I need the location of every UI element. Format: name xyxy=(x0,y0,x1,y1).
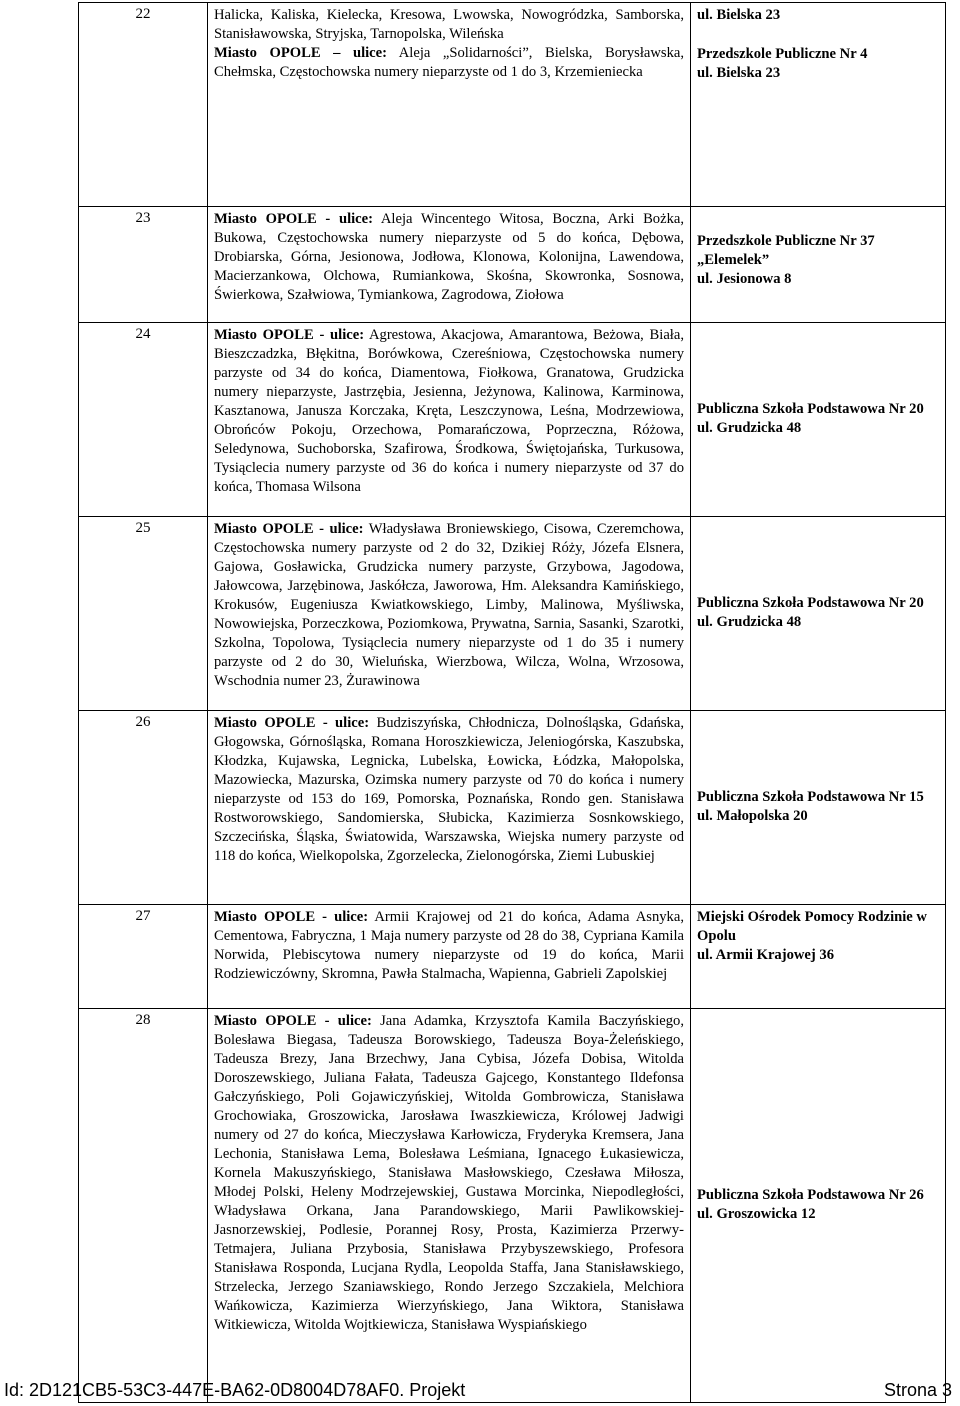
institution-cell xyxy=(691,323,946,517)
institution-cell xyxy=(691,517,946,711)
streets-cell xyxy=(208,323,691,517)
streets-list: Jana Adamka, Krzysztofa Kamila Baczyńskiego, Bolesława Biegasa, Tadeusza Borowskiego, Tadeusza Boya-Żeleńskiego, Tadeusza Brezy, Jana Brzechwy, Jana Cybisa, Józefa Dobisa, Witolda Doroszewskiego, Juliana Fałata, Tadeusza Gajcego, Konstantego Ildefonsa Gałczyńskiego, Poli Gojawiczyńskiej, Witolda Gombrowicza, Stanisława Grochowiaka, Groszowicka, Jarosława Iwaszkiewicza, Królowej Jadwigi numery od 27 do końca, Mieczysława Karłowicza, Fryderyka Kremsera, Jana Lechonia, Stanisława Lema, Bolesława Leśmiana, Ignacego Łukasiewicza, Kornela Makuszyńskiego, Stanisława Masłowskiego, Czesława Miłosza, Młodej Polski, Heleny Modrzejewskiej, Gustawa Morcinka, Niepodległości, Władysława Orkana, Jana Parandowskiego, Marii Pawlikowskiej-Jasnorzewskiej, Podlesie, Porannej Rosy, Prosta, Kazimierza Przerwy-Tetmajera, Juliana Przybosia, Stanisława Przybyszewskiego, Profesora Stanisława Rosponda, Lucjana Rydla, Leopolda Staffa, Jana Stanisławskiego, Strzelecka, Jerzego Szaniawskiego, Rondo Jerzego Szczakiela, Melchiora Wańkowicza, Kazimierza Wierzyńskiego, Jana Wiktora, Stanisława Witkiewicza, Witolda Wojtkiewicza, Stanisława Wyspiańskiego xyxy=(214,1013,684,1333)
streets-list: Władysława Broniewskiego, Cisowa, Czeremchowa, Częstochowska numery parzyste od 2 do 32, Dzikiej Róży, Józefa Elsnera, Gajowa, Gosławicka, Grudzicka numery parzyste, Grzybowa, Jagodowa, Jałowcowa, Jarzębinowa, Jaskółcza, Jaworowa, Hm. Aleksandra Kamińskiego, Krokusów, Eugeniusza Kwiatkowskiego, Limby, Malinowa, Myśliwska, Nowowiejska, Porzeczkowa, Poziomkowa, Prywatna, Sarnia, Sasanki, Szarotki, Szkolna, Topolowa, Tysiąclecia numery nieparzyste od 1 do 35 i numery parzyste od 2 do 30, Wieluńska, Wierzbowa, Wilcza, Wolna, Wrzosowa, Wschodnia numer 23, Żurawinowa xyxy=(214,521,684,689)
streets-cell xyxy=(208,711,691,905)
institution-cell xyxy=(691,905,946,1009)
institution-cell xyxy=(691,207,946,323)
streets-lead: Miasto OPOLE - ulice: xyxy=(214,327,365,343)
streets-list: Armii Krajowej od 21 do końca, Adama Asnyka, Cementowa, Fabryczna, 1 Maja numery parzyste od 28 do 38, Cypriana Kamila Norwida, Plebiscytowa numery nieparzyste od 19 do końca, Marii Rodziewiczówny, Skromna, Pawła Stalmacha, Wapienna, Gabrieli Zapolskiej xyxy=(214,909,684,982)
row-number: 25 xyxy=(79,517,208,711)
streets-continued: Halicka, Kaliska, Kielecka, Kresowa, Lwowska, Nowogródzka, Samborska, Stanisławowska, Stryjska, Tarnopolska, Wileńska xyxy=(214,7,684,42)
page-number: Strona 3 xyxy=(883,1380,952,1400)
institution-address: ul. Armii Krajowej 36 xyxy=(697,947,834,963)
streets-list: Aleja Wincentego Witosa, Boczna, Arki Bożka, Bukowa, Częstochowska numery nieparzyste od 5 do końca, Dębowa, Drobiarska, Górna, Jesionowa, Jodłowa, Klonowa, Kolonijna, Lawendowa, Macierzankowa, Olchowa, Rumiankowa, Skośna, Skowronka, Sosnowa, Świerkowa, Szałwiowa, Tymiankowa, Zagrodowa, Ziołowa xyxy=(214,211,684,303)
streets-list: Agrestowa, Akacjowa, Amarantowa, Beżowa, Biała, Bieszczadzka, Błękitna, Borówkowa, Czereśniowa, Częstochowska numery parzyste od 34 do końca, Diamentowa, Fiołkowa, Granatowa, Grudzicka numery nieparzyste, Jastrzębia, Jesienna, Jeżynowa, Kalinowa, Karminowa, Kasztanowa, Janusza Korczaka, Kręta, Leszczynowa, Leśna, Modrzewiowa, Obrońców Pokoju, Orzechowa, Pomarańczowa, Poprzeczna, Różowa, Seledynowa, Suchoborska, Szafirowa, Środkowa, Świętojańska, Turkusowa, Tysiąclecia numery parzyste od 36 do końca i numery nieparzyste od 37 do końca, Thomasa Wilsona xyxy=(214,327,684,495)
institution-address: ul. Małopolska 20 xyxy=(697,808,808,824)
streets-lead: Miasto OPOLE - ulice: xyxy=(214,909,369,925)
institution-name: Przedszkole Publiczne Nr 4 xyxy=(697,46,868,62)
institution-name: Publiczna Szkoła Podstawowa Nr 20 xyxy=(697,595,924,611)
table-row xyxy=(79,711,946,905)
streets-cell xyxy=(208,3,691,207)
table-row xyxy=(79,207,946,323)
streets-cell xyxy=(208,905,691,1009)
institution-name: Publiczna Szkoła Podstawowa Nr 20 xyxy=(697,401,924,417)
institution-address: ul. Groszowicka 12 xyxy=(697,1206,816,1222)
institution-name: Publiczna Szkoła Podstawowa Nr 26 xyxy=(697,1187,924,1203)
streets-cell xyxy=(208,517,691,711)
table-row xyxy=(79,323,946,517)
streets-cell xyxy=(208,207,691,323)
institution-cell xyxy=(691,3,946,207)
row-number: 28 xyxy=(79,1009,208,1403)
row-number: 24 xyxy=(79,323,208,517)
assignment-table xyxy=(78,2,946,1403)
document-id: Id: 2D121CB5-53C3-447E-BA62-0D8004D78AF0. Projekt xyxy=(4,1380,466,1400)
institution-address-continued: ul. Bielska 23 xyxy=(697,7,781,23)
table-row xyxy=(79,517,946,711)
institution-address: ul. Bielska 23 xyxy=(697,65,781,81)
institution-name: Publiczna Szkoła Podstawowa Nr 15 xyxy=(697,789,924,805)
institution-name: Miejski Ośrodek Pomocy Rodzinie w Opolu xyxy=(697,909,927,944)
institution-address: ul. Jesionowa 8 xyxy=(697,271,792,287)
table-row xyxy=(79,1009,946,1403)
institution-cell xyxy=(691,711,946,905)
institution-name: Przedszkole Publiczne Nr 37 „Elemelek” xyxy=(697,233,875,268)
streets-lead: Miasto OPOLE - ulice: xyxy=(214,521,364,537)
streets-lead: Miasto OPOLE - ulice: xyxy=(214,715,370,731)
streets-cell xyxy=(208,1009,691,1403)
row-number: 23 xyxy=(79,207,208,323)
institution-address: ul. Grudzicka 48 xyxy=(697,420,802,436)
streets-lead: Miasto OPOLE - ulice: xyxy=(214,211,374,227)
row-number: 22 xyxy=(79,3,208,207)
streets-list: Aleja „Solidarności”, Bielska, Borysławska, Chełmska, Częstochowska numery nieparzyste od 1 do 3, Krzemieniecka xyxy=(214,45,684,80)
streets-list: Budziszyńska, Chłodnicza, Dolnośląska, Gdańska, Głogowska, Górnośląska, Romana Horoszkiewicza, Jeleniogórska, Kaszubska, Kłodzka, Kujawska, Legnicka, Lubelska, Łowicka, Łódzka, Małopolska, Mazowiecka, Mazurska, Ozimska numery parzyste od 70 do końca i numery nieparzyste od 153 do 169, Pomorska, Poznańska, Rondo gen. Stanisława Rostworowskiego, Sandomierska, Słubicka, Kazimierza Sosnkowskiego, Szczecińska, Śląska, Światowida, Warszawska, Wiejska numery parzyste od 118 do końca, Wielkopolska, Zgorzelecka, Zielonogórska, Ziemi Lubuskiej xyxy=(214,715,684,864)
table-row xyxy=(79,3,946,207)
streets-lead: Miasto OPOLE – ulice: xyxy=(214,45,388,61)
streets-lead: Miasto OPOLE - ulice: xyxy=(214,1013,372,1029)
row-number: 27 xyxy=(79,905,208,1009)
table-row xyxy=(79,905,946,1009)
institution-cell xyxy=(691,1009,946,1403)
row-number: 26 xyxy=(79,711,208,905)
institution-address: ul. Grudzicka 48 xyxy=(697,614,802,630)
